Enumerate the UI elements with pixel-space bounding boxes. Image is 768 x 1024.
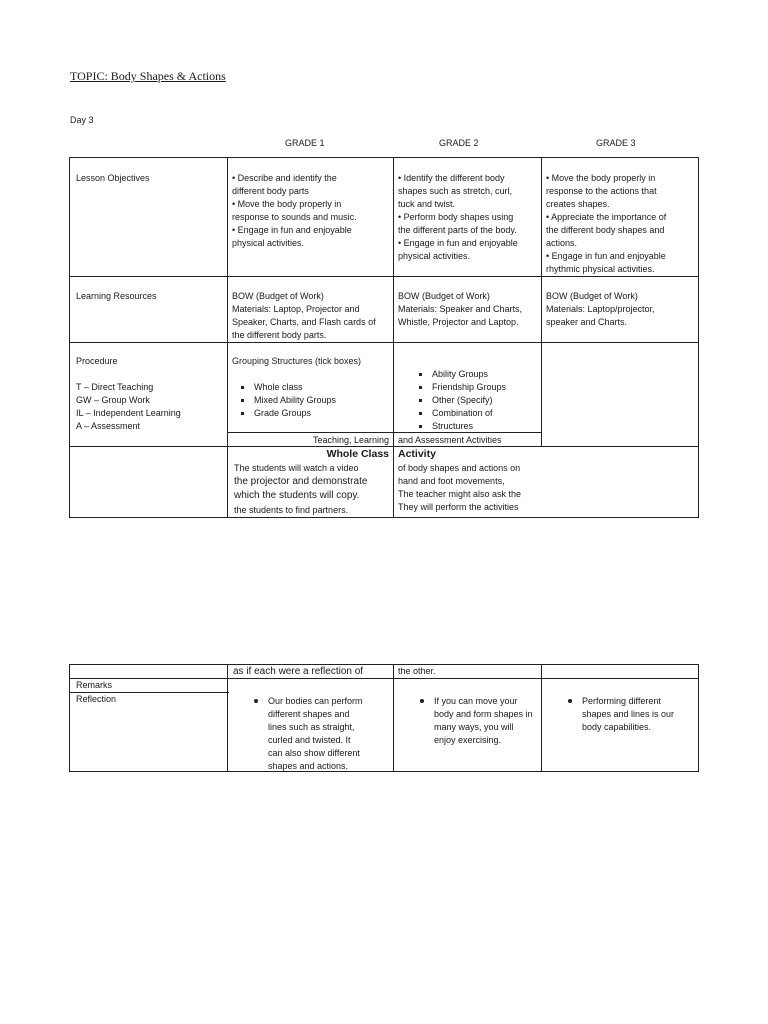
activity-label: Activity [398, 448, 436, 460]
lesson-objectives-grade1: • Describe and identify the different body parts • Move the body properly in response to sounds and music. • Engage in fun and enjoyable physical activities. [232, 173, 357, 248]
reflection-grade1: Our bodies can perform different shapes and lines such as straight, curled and twisted. It can also show different shapes and actions. [232, 695, 392, 773]
reflection-grade2: If you can move your body and form shapes in many ways, you will enjoy exercising. [398, 695, 540, 747]
grouping-option: Other (Specify) [410, 394, 540, 407]
continuation-left: as if each were a reflection of [233, 666, 364, 677]
tla-heading-left: Teaching, Learning [312, 435, 389, 445]
page-title: TOPIC: Body Shapes & Actions [70, 69, 226, 83]
grouping-option: Combination of [410, 407, 540, 420]
learning-resources-grade1: BOW (Budget of Work) Materials: Laptop, Projector and Speaker, Charts, and Flash cards of the different body parts. [232, 291, 376, 340]
day-label: Day 3 [70, 115, 94, 125]
grouping-option: Whole class [232, 381, 392, 394]
procedure-code: GW – Group Work [76, 395, 150, 405]
learning-resources-label: Learning Resources [76, 291, 157, 301]
reflection-label: Reflection [76, 694, 117, 704]
continuation-right: the other. [398, 666, 436, 676]
reflection-grade3: Performing different shapes and lines is our body capabilities. [546, 695, 696, 734]
grouping-option-cont: Structures [410, 420, 540, 433]
procedure-label: Procedure [76, 356, 118, 366]
grouping-option: Mixed Ability Groups [232, 394, 392, 407]
procedure-code: IL – Independent Learning [76, 408, 181, 418]
grade2-header: GRADE 2 [439, 138, 479, 148]
procedure-code: A – Assessment [76, 421, 141, 431]
grade3-header: GRADE 3 [596, 138, 636, 148]
grouping-grade1 [232, 355, 392, 420]
lesson-objectives-label: Lesson Objectives [76, 173, 150, 183]
procedure-cell [76, 355, 226, 433]
learning-resources-grade3: BOW (Budget of Work) Materials: Laptop/projector, speaker and Charts. [546, 291, 655, 327]
grade1-header: GRADE 1 [285, 138, 325, 148]
activity-text-right: of body shapes and actions on hand and foot movements, The teacher might also ask the They will perform the activities [398, 463, 522, 512]
grouping-option: Grade Groups [232, 407, 392, 420]
remarks-label: Remarks [76, 680, 113, 690]
tla-heading-right: and Assessment Activities [398, 435, 502, 445]
whole-class-label: Whole Class [326, 448, 389, 460]
grouping-option: Ability Groups [410, 368, 540, 381]
procedure-code: T – Direct Teaching [76, 382, 154, 392]
lesson-objectives-grade3: • Move the body properly in response to the actions that creates shapes. • Appreciate the importance of the different body shapes and actions. • Engage in fun and enjoyable rhythmic physical activities. [546, 173, 667, 274]
grouping-option: Friendship Groups [410, 381, 540, 394]
activity-text-left: The students will watch a video the projector and demonstrate which the students will copy. the students to find partners. [234, 463, 368, 515]
grouping-title: Grouping Structures (tick boxes) [232, 356, 362, 366]
grouping-grade2 [398, 368, 540, 433]
learning-resources-grade2: BOW (Budget of Work) Materials: Speaker and Charts, Whistle, Projector and Laptop. [398, 291, 523, 327]
lesson-objectives-grade2: • Identify the different body shapes such as stretch, curl, tuck and twist. • Perform body shapes using the different parts of the body. • Engage in fun and enjoyable physical activities. [398, 173, 518, 261]
